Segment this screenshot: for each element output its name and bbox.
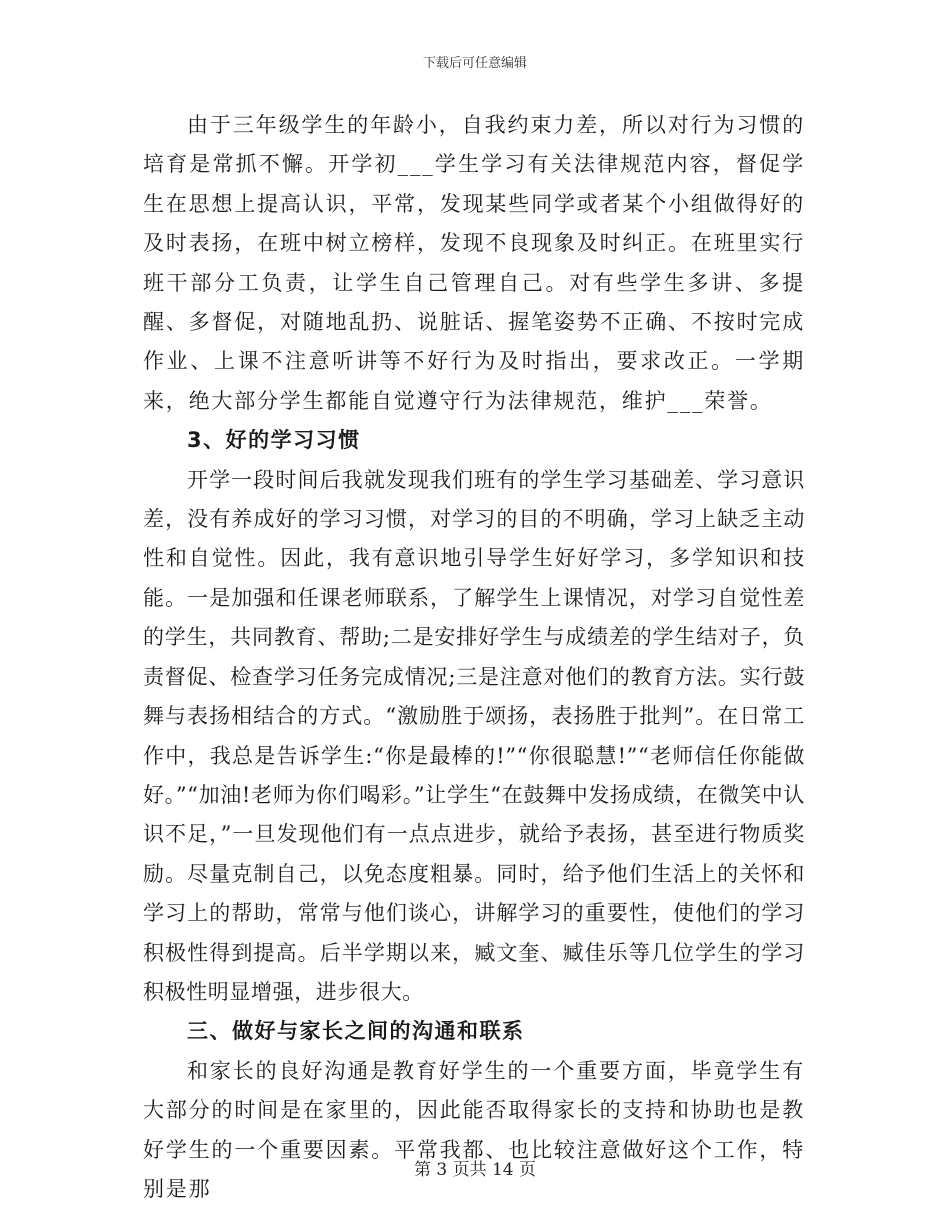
- document-body: [143, 106, 805, 1209]
- section-heading-study-habits: 3、好的学习习惯: [187, 428, 361, 453]
- section-heading-parent-communication: 三、做好与家长之间的沟通和联系: [187, 1019, 525, 1044]
- page-number-footer: 第 3 页共 14 页: [413, 1160, 537, 1180]
- page-header: 下载后可任意编辑: [422, 56, 527, 71]
- paragraph-behavior-habits: 由于三年级学生的年龄小，自我约束力差，所以对行为习惯的培育是常抓不懈。开学初___学生学习有关法律规范内容，督促学生在思想上提高认识，平常，发现某些同学或者某个小组做得好的及时表扬，在班中树立榜样，发现不良现象及时纠正。在班里实行班干部分工负责，让学生自己管理自己。对有些学生多讲、多提醒、多督促，对随地乱扔、说脏话、握笔姿势不正确、不按时完成作业、上课不注意听讲等不好行为及时指出，要求改正。一学期来，绝大部分学生都能自觉遵守行为法律规范，维护___荣誉。: [143, 113, 805, 413]
- paragraph-parent-communication: 和家长的良好沟通是教育好学生的一个重要方面，毕竟学生有大部分的时间是在家里的，因此能否取得家长的支持和协助也是教好学生的一个重要因素。平常我都、也比较注意做好这个工作，特别是那: [143, 1058, 805, 1201]
- paragraph-study-habits: 开学一段时间后我就发现我们班有的学生学习基础差、学习意识差，没有养成好的学习习惯，对学习的目的不明确，学习上缺乏主动性和自觉性。因此，我有意识地引导学生好好学习，多学知识和技能。一是加强和任课老师联系，了解学生上课情况，对学习自觉性差的学生，共同教育、帮助;二是安排好学生与成绩差的学生结对子，负责督促、检查学习任务完成情况;三是注意对他们的教育方法。实行鼓舞与表扬相结合的方式。“激励胜于颂扬，表扬胜于批判”。在日常工作中，我总是告诉学生:“你是最棒的!”“你很聪慧!”“老师信任你能做好。”“加油!老师为你们喝彩。”让学生“在鼓舞中发扬成绩，在微笑中认识不足，”一旦发现他们有一点点进步，就给予表扬，甚至进行物质奖励。尽量克制自己，以免态度粗暴。同时，给予他们生活上的关怀和学习上的帮助，常常与他们谈心，讲解学习的重要性，使他们的学习积极性得到提高。后半学期以来，臧文奎、臧佳乐等几位学生的学习积极性明显增强，进步很大。: [143, 467, 805, 1004]
